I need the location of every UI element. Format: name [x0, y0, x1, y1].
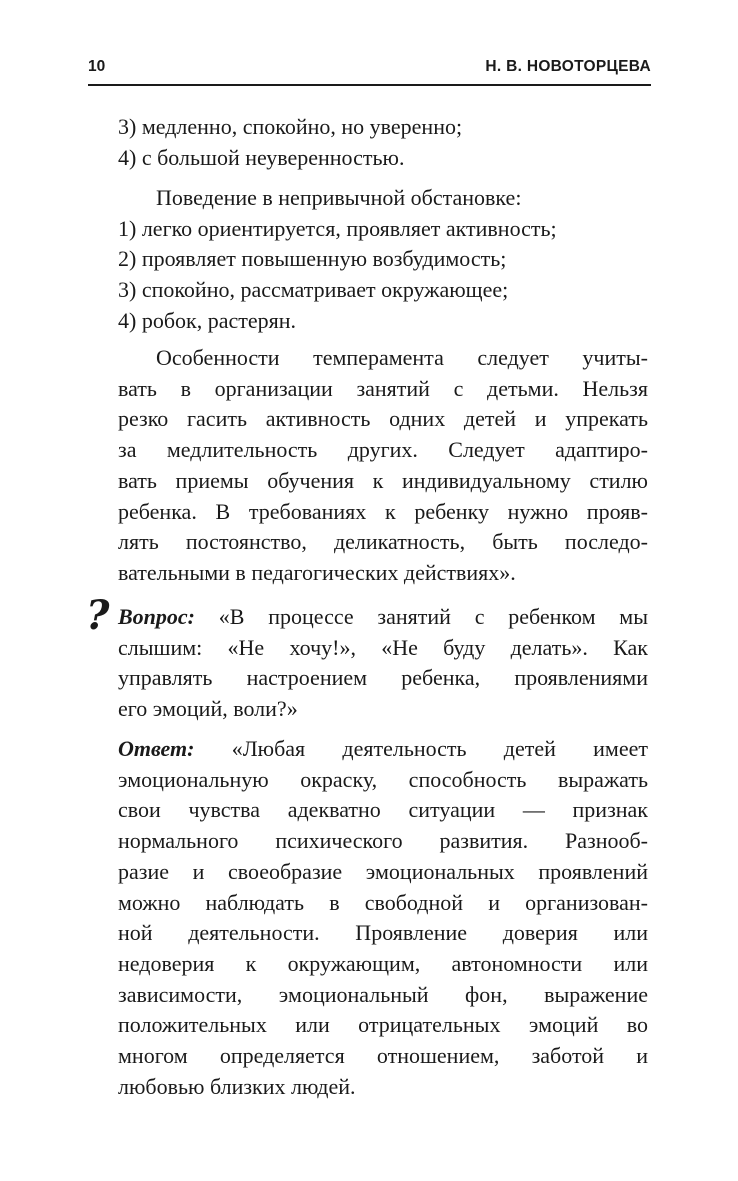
answer-line: можно наблюдать в свободной и организован-	[118, 889, 648, 915]
paragraph-line: лять постоянство, деликатность, быть последо-	[118, 529, 648, 555]
temperament-paragraph	[118, 343, 648, 589]
list-item: 4) с большой неуверенностью.	[118, 144, 405, 170]
list-continuation	[118, 112, 648, 173]
answer-first-line	[118, 734, 648, 765]
header-rule	[88, 84, 651, 86]
paragraph-line: Особенности темперамента следует учиты-	[156, 345, 648, 370]
list-item: 3) спокойно, рассматривает окружающее;	[118, 277, 509, 303]
answer-line: многом определяется отношением, заботой и	[118, 1043, 648, 1069]
answer-line: нормального психического развития. Разнооб-	[118, 828, 648, 854]
paragraph-line: вательными в педагогических действиях».	[118, 559, 516, 585]
question-line: управлять настроением ребенка, проявлениями	[118, 665, 648, 691]
answer-line: недоверия к окружающим, автономности или	[118, 950, 648, 976]
question-first-line	[118, 602, 648, 633]
answer-line: зависимости, эмоциональный фон, выражение	[118, 981, 648, 1007]
answer-line: эмоциональную окраску, способность выражать	[118, 766, 648, 792]
question-mark-icon: ?	[86, 592, 110, 639]
answer-line: положительных или отрицательных эмоций во	[118, 1012, 648, 1038]
question-block	[118, 602, 648, 725]
running-header	[88, 58, 651, 80]
paragraph-line: вать в организации занятий с детьми. Нельзя	[118, 375, 648, 401]
page-number: 10	[88, 58, 106, 75]
author-name: Н. В. НОВОТОРЦЕВА	[485, 58, 651, 75]
behavior-heading: Поведение в непривычной обстановке:	[156, 185, 522, 210]
question-label: Вопрос:	[118, 604, 195, 629]
answer-line: любовью близких людей.	[118, 1073, 356, 1099]
answer-text: «Любая деятельность детей имеет	[194, 736, 648, 761]
answer-block	[118, 734, 648, 1102]
paragraph-line: резко гасить активность одних детей и упрекать	[118, 406, 648, 432]
question-text: «В процессе занятий с ребенком мы	[195, 604, 648, 629]
answer-label: Ответ:	[118, 736, 195, 761]
answer-line: ной деятельности. Проявление доверия или	[118, 920, 648, 946]
paragraph-line: вать приемы обучения к индивидуальному стилю	[118, 467, 648, 493]
question-line: слышим: «Не хочу!», «Не буду делать». Как	[118, 634, 648, 660]
answer-line: свои чувства адекватно ситуации — признак	[118, 797, 648, 823]
list-item: 1) легко ориентируется, проявляет активность;	[118, 215, 557, 241]
question-line: его эмоций, воли?»	[118, 696, 298, 722]
list-item: 2) проявляет повышенную возбудимость;	[118, 246, 507, 272]
paragraph-line: ребенка. В требованиях к ребенку нужно прояв-	[118, 498, 648, 524]
list-item: 3) медленно, спокойно, но уверенно;	[118, 114, 463, 139]
paragraph-line: за медлительность других. Следует адаптиро-	[118, 437, 648, 463]
answer-line: разие и своеобразие эмоциональных проявлений	[118, 858, 648, 884]
behavior-section	[118, 183, 648, 337]
list-item: 4) робок, растерян.	[118, 307, 297, 333]
